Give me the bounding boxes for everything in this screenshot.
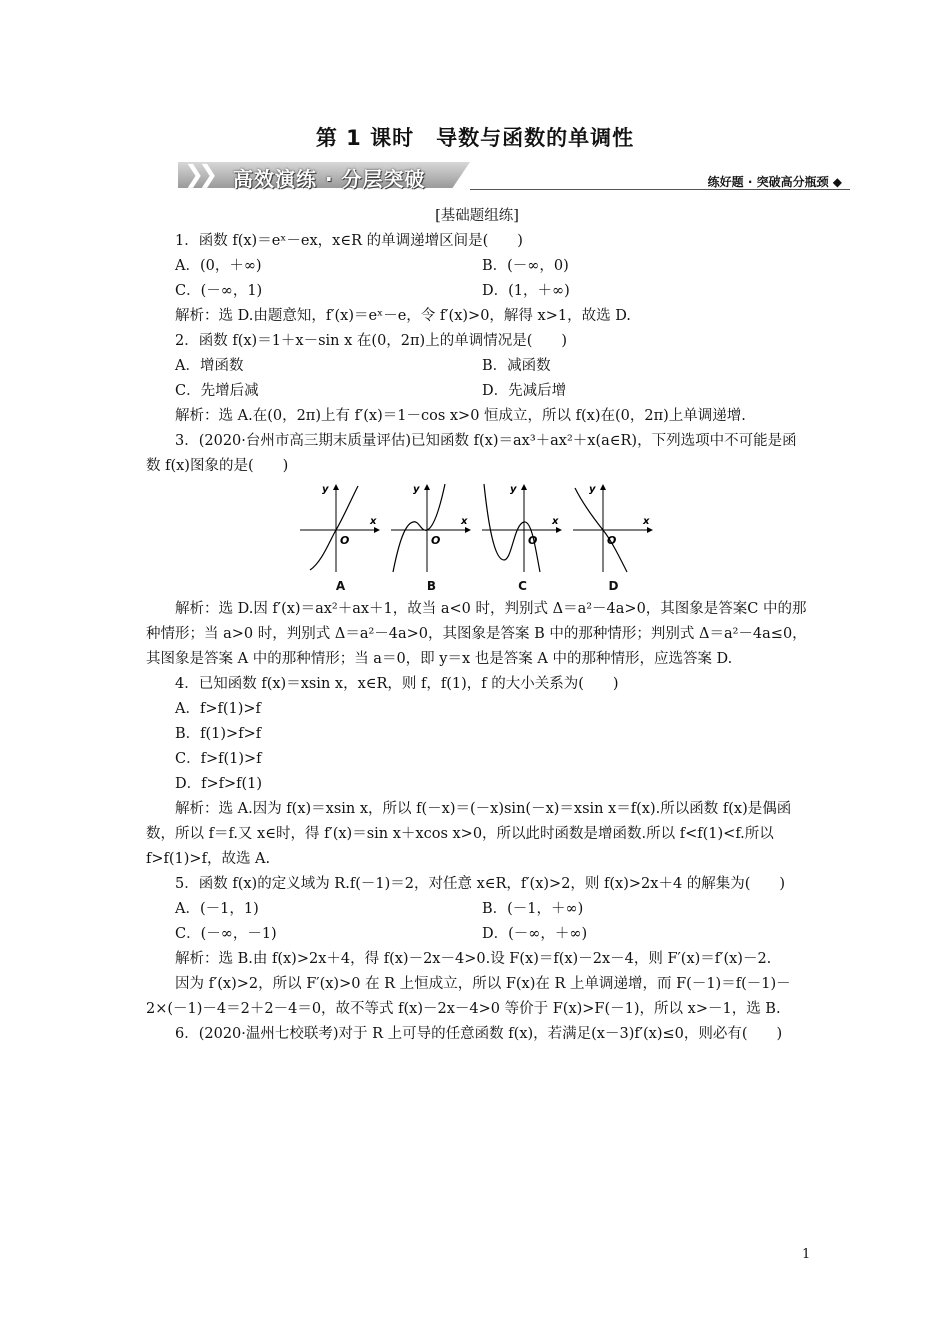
axis-x-label: x — [642, 516, 649, 527]
options-row — [146, 279, 808, 304]
axis-x-label: x — [369, 516, 376, 527]
options-row — [146, 897, 808, 922]
option: C．f>f(1)>f — [175, 751, 262, 767]
origin-label: O — [606, 534, 616, 547]
graph-label: B — [426, 579, 437, 593]
option: A．(－1，1) — [175, 901, 259, 917]
answer-explanation: 因为 f′(x)>2，所以 F′(x)>0 在 R 上恒成立，所以 F(x)在 R 上单调递增，而 F(－1)＝f(－1)－2×(－1)－4＝2＋2－4＝0，故不等式 f(x)－2x－4>0 等价于 F(x)>F(－1)，所以 x>－1，选 B. — [146, 976, 791, 1017]
question-2: 2．函数 f(x)＝1＋x－sin x 在(0，2π)上的单调情况是( ) — [175, 333, 568, 349]
section-heading: [基础题组练] — [435, 208, 519, 224]
banner-title: 高效演练 · 分层突破 — [233, 167, 426, 191]
axis-y-label: y — [412, 484, 420, 495]
answer-explanation: 解析：选 A.因为 f(x)＝xsin x，所以 f(－x)＝(－x)sin(－x)＝xsin x＝f(x).所以函数 f(x)是偶函数，所以 f＝f.又 x∈时，得 f′(x)＝sin x＋xcos x>0，所以此时函数是增函数.所以 f<f(1)<f.所以 f>f(1)>f，故选 A. — [146, 801, 792, 867]
graph-label: A — [335, 579, 346, 593]
answer-explanation: 解析：选 D.因 f′(x)＝ax²＋ax＋1，故当 a<0 时，判别式 Δ＝a²－4a>0，其图象是答案C 中的那种情形；当 a>0 时，判别式 Δ＝a²－4a>0，其图象是答案 B 中的那种情形；判别式 Δ＝a²－4a≤0，其图象是答案 A 中的那种情形；当 a＝0，即 y＝x 也是答案 A 中的那种情形，应选答案 D. — [146, 601, 807, 667]
question-4: 4．已知函数 f(x)＝xsin x，x∈R，则 f，f(1)，f 的大小关系为( ) — [175, 676, 619, 692]
option: B．减函数 — [482, 358, 551, 374]
question-3: 3．(2020·台州市高三期末质量评估)已知函数 f(x)＝ax³＋ax²＋x(a∈R)，下列选项中不可能是函数 f(x)图象的是( ) — [146, 433, 797, 474]
options-row — [146, 254, 808, 279]
option: D．(－∞，＋∞) — [482, 926, 588, 942]
origin-label: O — [430, 534, 440, 547]
page-title: 第 1 课时 导数与函数的单调性 — [315, 126, 635, 150]
question-1: 1．函数 f(x)＝eˣ－ex，x∈R 的单调递增区间是( ) — [175, 233, 523, 249]
option: B．(－∞，0) — [482, 258, 569, 274]
axis-x-label: x — [460, 516, 467, 527]
origin-label: O — [339, 534, 349, 547]
page-number: 1 — [802, 1247, 811, 1262]
graph-b — [386, 482, 477, 595]
origin-label: O — [527, 534, 537, 547]
option: C．(－∞，1) — [175, 283, 263, 299]
options-row — [146, 922, 808, 947]
options-row — [146, 354, 808, 379]
graph-label: D — [608, 579, 619, 593]
axis-y-label: y — [588, 484, 596, 495]
graph-a — [295, 482, 386, 595]
function-graphs — [146, 482, 808, 595]
question-6: 6．(2020·温州七校联考)对于 R 上可导的任意函数 f(x)，若满足(x－3)f′(x)≤0，则必有( ) — [175, 1026, 783, 1042]
section-banner — [178, 158, 850, 194]
axis-x-label: x — [551, 516, 558, 527]
banner-slogan: 练好题 · 突破高分瓶颈 ◆ — [707, 175, 842, 189]
option: B．(－1，＋∞) — [482, 901, 584, 917]
question-5: 5．函数 f(x)的定义域为 R.f(－1)＝2，对任意 x∈R，f′(x)>2，则 f(x)>2x＋4 的解集为( ) — [175, 876, 786, 892]
options-row — [146, 379, 808, 404]
answer-explanation: 解析：选 A.在(0，2π)上有 f′(x)＝1－cos x>0 恒成立，所以 f(x)在(0，2π)上单调递增. — [175, 408, 746, 424]
option: C．(－∞，－1) — [175, 926, 277, 942]
axis-y-label: y — [321, 484, 329, 495]
option: D．f>f>f(1) — [175, 776, 263, 792]
graph-c — [477, 482, 568, 595]
option: B．f(1)>f>f — [175, 726, 262, 742]
graph-label: C — [518, 579, 527, 593]
option: D．先减后增 — [482, 383, 567, 399]
axis-y-label: y — [509, 484, 517, 495]
option: C．先增后减 — [175, 383, 259, 399]
option: A．f>f(1)>f — [175, 701, 261, 717]
exercise-content — [146, 204, 808, 1047]
option: A．增函数 — [175, 358, 244, 374]
graph-d — [568, 482, 659, 595]
answer-explanation: 解析：选 B.由 f(x)>2x＋4，得 f(x)－2x－4>0.设 F(x)＝f(x)－2x－4，则 F′(x)＝f′(x)－2. — [175, 951, 772, 967]
option: D．(1，＋∞) — [482, 283, 570, 299]
option: A．(0，＋∞) — [175, 258, 262, 274]
answer-explanation: 解析：选 D.由题意知，f′(x)＝eˣ－e，令 f′(x)>0，解得 x>1，故选 D. — [175, 308, 631, 324]
chevron-right-icon: ❯❯ — [184, 160, 213, 188]
